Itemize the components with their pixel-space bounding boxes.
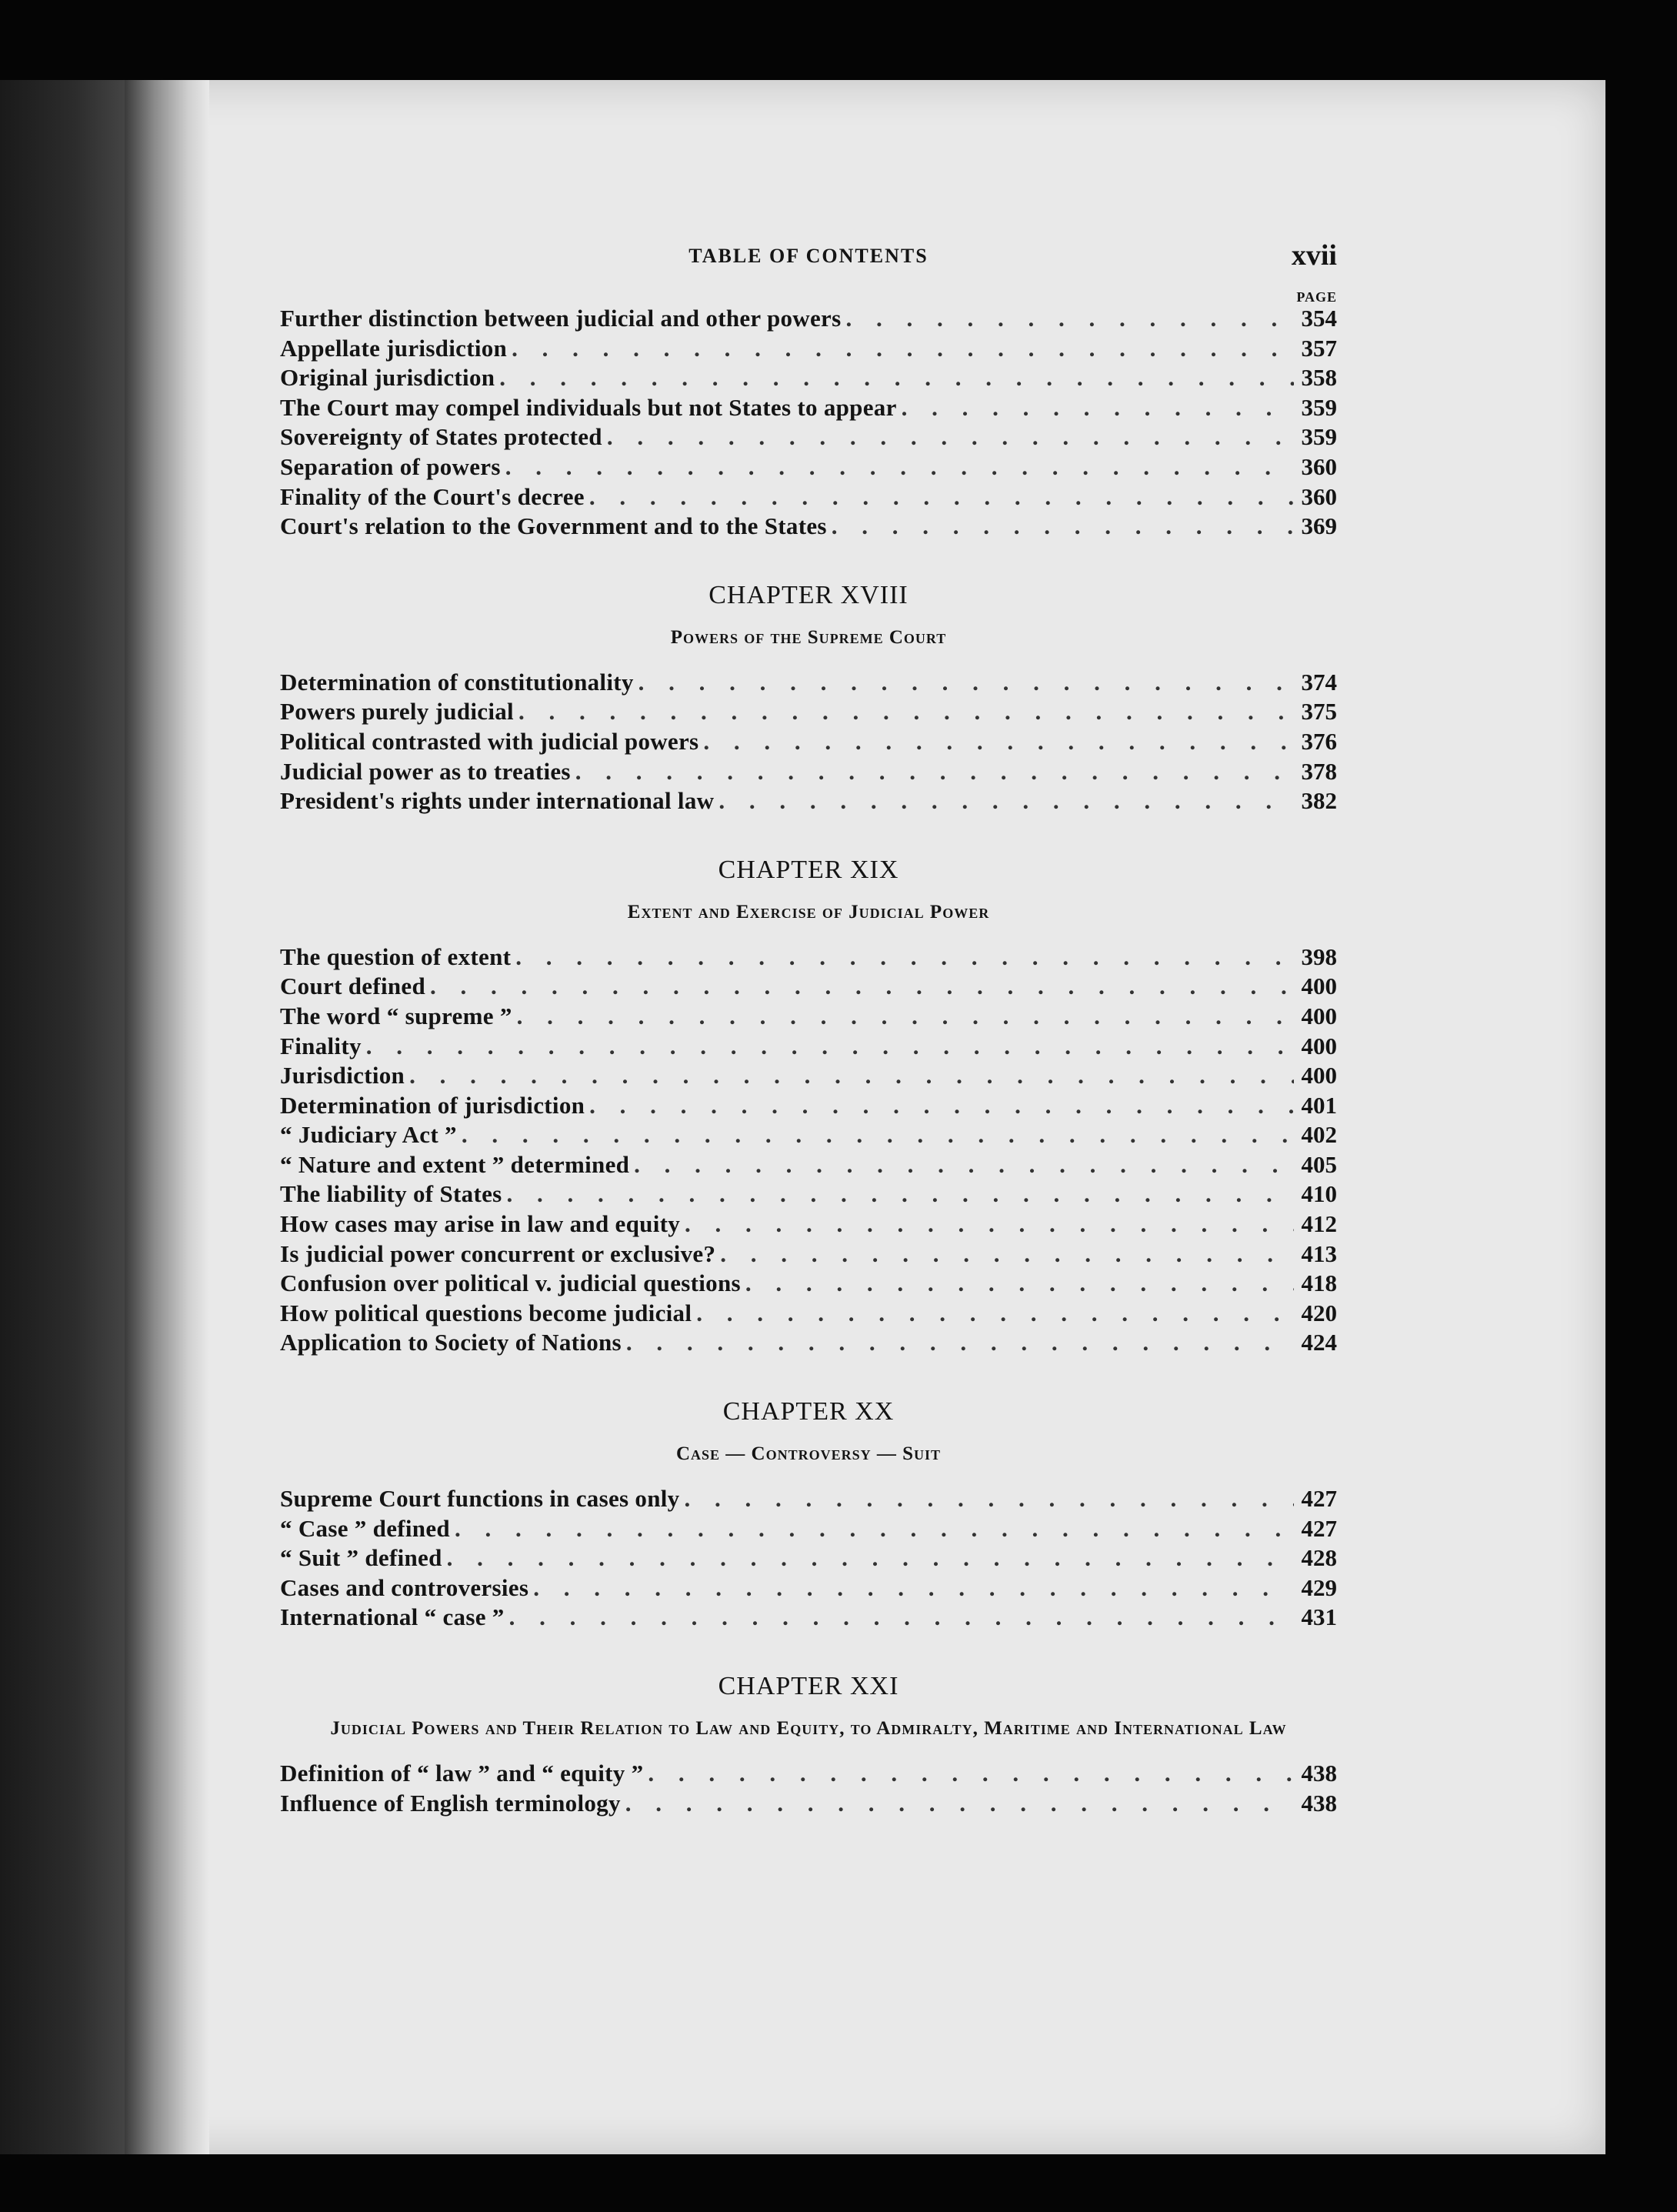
dot-leader [409,1062,1294,1089]
dot-leader [507,1180,1295,1208]
toc-entry-title: How political questions become judicial [280,1299,692,1326]
toc-entry [280,1180,1337,1210]
toc-entry-title: Determination of constitutionality [280,668,634,696]
toc-entry-title: Separation of powers [280,452,501,480]
toc-entry-page: 400 [1301,1032,1337,1059]
toc-entry [280,1033,1337,1063]
toc-entry-title: Supreme Court functions in cases only [280,1485,680,1513]
chapter-subtitle: Case — Controversy — Suit [675,1443,942,1465]
dot-leader [515,943,1294,971]
running-header [280,235,1337,280]
dot-leader [447,1544,1294,1572]
toc-entry-page: 412 [1301,1210,1337,1238]
toc-entry-title: “ Judiciary Act ” [280,1121,457,1149]
toc-entry-title: Finality [280,1032,362,1059]
dot-leader [455,1515,1294,1543]
toc-entry [280,1003,1337,1033]
dot-leader [505,453,1294,481]
toc-entry [280,1760,1337,1790]
dot-leader [648,1760,1294,1787]
chapter-heading: CHAPTER XVIII [708,580,909,609]
toc-entry [280,453,1337,483]
toc-entry-title: Is judicial power concurrent or exclusive? [280,1239,716,1267]
dot-leader [626,1329,1294,1356]
chapter-heading: CHAPTER XXI [718,1672,899,1700]
dot-leader [638,669,1294,696]
toc-entry-page: 400 [1301,973,1337,1000]
toc-entry-page: 400 [1301,1062,1337,1089]
toc-entry-title: Application to Society of Nations [280,1329,622,1356]
toc-entry-title: Further distinction between judicial and other powers [280,305,842,332]
chapter-subtitle: Judicial Powers and Their Relation to Law and Equity, to Admiralty, Maritime and International Law [330,1718,1287,1739]
dot-leader [589,1092,1294,1119]
toc-entry-page: 428 [1301,1544,1337,1572]
dot-leader [745,1269,1294,1297]
dot-leader [430,973,1294,1000]
chapter-subtitle: Powers of the Supreme Court [670,626,947,648]
toc-entry-page: 374 [1301,668,1337,696]
toc-entry-page: 438 [1301,1760,1337,1787]
toc-entry-page: 405 [1301,1150,1337,1178]
toc-entry-page: 420 [1301,1299,1337,1326]
dot-leader [533,1574,1294,1602]
toc-entry [280,1269,1337,1300]
toc-entry-title: Original jurisdiction [280,364,495,392]
toc-entry-title: Court defined [280,973,426,1000]
dot-leader [634,1151,1294,1179]
toc-entry-title: Powers purely judicial [280,698,514,726]
toc-entry-page: 401 [1301,1091,1337,1119]
dot-leader [518,698,1294,726]
toc-entry [280,1240,1337,1270]
toc-entry-page: 431 [1301,1603,1337,1631]
toc-entry [280,512,1337,542]
toc-entry [280,364,1337,394]
toc-entry-title: International “ case ” [280,1603,505,1631]
toc-entry [280,973,1337,1003]
toc-entry-title: Finality of the Court's decree [280,482,585,510]
toc-entry-page: 382 [1301,787,1337,815]
page-number: xvii [1291,239,1337,272]
toc-entry-title: The Court may compel individuals but not States to appear [280,393,897,421]
chapter-heading: CHAPTER XX [722,1397,895,1426]
toc-entry-page: 375 [1301,698,1337,726]
toc-entry-title: Definition of “ law ” and “ equity ” [280,1760,644,1787]
toc-entry [280,1210,1337,1240]
toc-entry-page: 427 [1301,1514,1337,1542]
toc-entry-page: 438 [1301,1789,1337,1817]
toc-entry [280,1790,1337,1820]
dot-leader [462,1121,1294,1149]
toc-entry-title: How cases may arise in law and equity [280,1210,681,1238]
toc-entry-title: President's rights under international law [280,787,715,815]
toc-entry-page: 402 [1301,1121,1337,1149]
toc-entry [280,787,1337,817]
toc-entry-title: Determination of jurisdiction [280,1091,585,1119]
toc-entry [280,728,1337,758]
toc-entry-title: “ Suit ” defined [280,1544,442,1572]
dot-leader [684,1485,1294,1513]
toc-entry-title: Confusion over political v. judicial questions [280,1269,741,1297]
toc-entry-title: Judicial power as to treaties [280,757,571,785]
dot-leader [607,423,1294,451]
toc-entry [280,1544,1337,1574]
running-title: TABLE OF CONTENTS [688,245,929,267]
toc-entry [280,1485,1337,1515]
toc-entry [280,758,1337,788]
toc-entry [280,1574,1337,1604]
left-page-edge [0,80,125,2154]
toc-entry [280,1515,1337,1545]
toc-entry [280,483,1337,513]
toc-entry [280,1092,1337,1122]
dot-leader [366,1033,1294,1060]
toc-entry-page: 410 [1301,1180,1337,1208]
toc-entry [280,1329,1337,1359]
toc-entry [280,1062,1337,1092]
toc-entry-page: 378 [1301,757,1337,785]
toc-entry-title: Influence of English terminology [280,1789,621,1817]
toc-entry [280,1121,1337,1151]
toc-entry-title: “ Nature and extent ” determined [280,1150,630,1178]
toc-entry-page: 376 [1301,727,1337,755]
dot-leader [845,305,1294,332]
toc-entry-title: Sovereignty of States protected [280,423,602,451]
toc-entry [280,335,1337,365]
toc-entry-title: Jurisdiction [280,1062,405,1089]
dot-leader [517,1003,1294,1030]
toc-body [280,305,1337,1819]
toc-entry-title: The question of extent [280,943,512,970]
toc-entry-page: 424 [1301,1329,1337,1356]
toc-entry-page: 359 [1301,393,1337,421]
page-column-label: PAGE [1296,289,1337,305]
toc-entry-page: 427 [1301,1485,1337,1513]
dot-leader [499,364,1294,392]
toc-entry-page: 357 [1301,334,1337,362]
toc-entry-title: The word “ supreme ” [280,1002,512,1029]
toc-entry-title: Court's relation to the Government and to the States [280,512,827,540]
dot-leader [512,335,1294,362]
toc-entry [280,394,1337,424]
toc-entry [280,1300,1337,1330]
toc-entry [280,423,1337,453]
page-gutter-shadow [125,80,209,2154]
chapter-subtitle: Extent and Exercise of Judicial Power [627,901,990,923]
toc-entry [280,943,1337,973]
toc-entry [280,305,1337,335]
toc-entry [280,1151,1337,1181]
toc-entry-title: Appellate jurisdiction [280,334,508,362]
dot-leader [589,483,1294,511]
toc-entry-title: “ Case ” defined [280,1514,450,1542]
toc-entry-page: 358 [1301,364,1337,392]
dot-leader [696,1300,1294,1327]
table-of-contents [280,235,1337,1819]
toc-entry-title: The liability of States [280,1180,502,1208]
dot-leader [720,1240,1294,1268]
toc-entry-title: Political contrasted with judicial powers [280,727,699,755]
toc-entry-page: 400 [1301,1002,1337,1029]
toc-entry-page: 398 [1301,943,1337,970]
toc-entry-page: 360 [1301,452,1337,480]
toc-entry-page: 369 [1301,512,1337,540]
toc-entry-page: 418 [1301,1269,1337,1297]
dot-leader [509,1603,1294,1631]
toc-entry-page: 429 [1301,1573,1337,1601]
toc-entry [280,669,1337,699]
toc-entry-title: Cases and controversies [280,1573,529,1601]
dot-leader [625,1790,1294,1817]
dot-leader [703,728,1294,756]
dot-leader [832,512,1294,540]
toc-entry-page: 360 [1301,482,1337,510]
toc-entry-page: 413 [1301,1239,1337,1267]
toc-entry-page: 354 [1301,305,1337,332]
toc-entry [280,1603,1337,1633]
dot-leader [575,758,1294,786]
dot-leader [718,787,1294,815]
dot-leader [685,1210,1294,1238]
toc-entry-page: 359 [1301,423,1337,451]
toc-entry [280,698,1337,728]
chapter-heading: CHAPTER XIX [718,855,899,884]
dot-leader [902,394,1294,422]
